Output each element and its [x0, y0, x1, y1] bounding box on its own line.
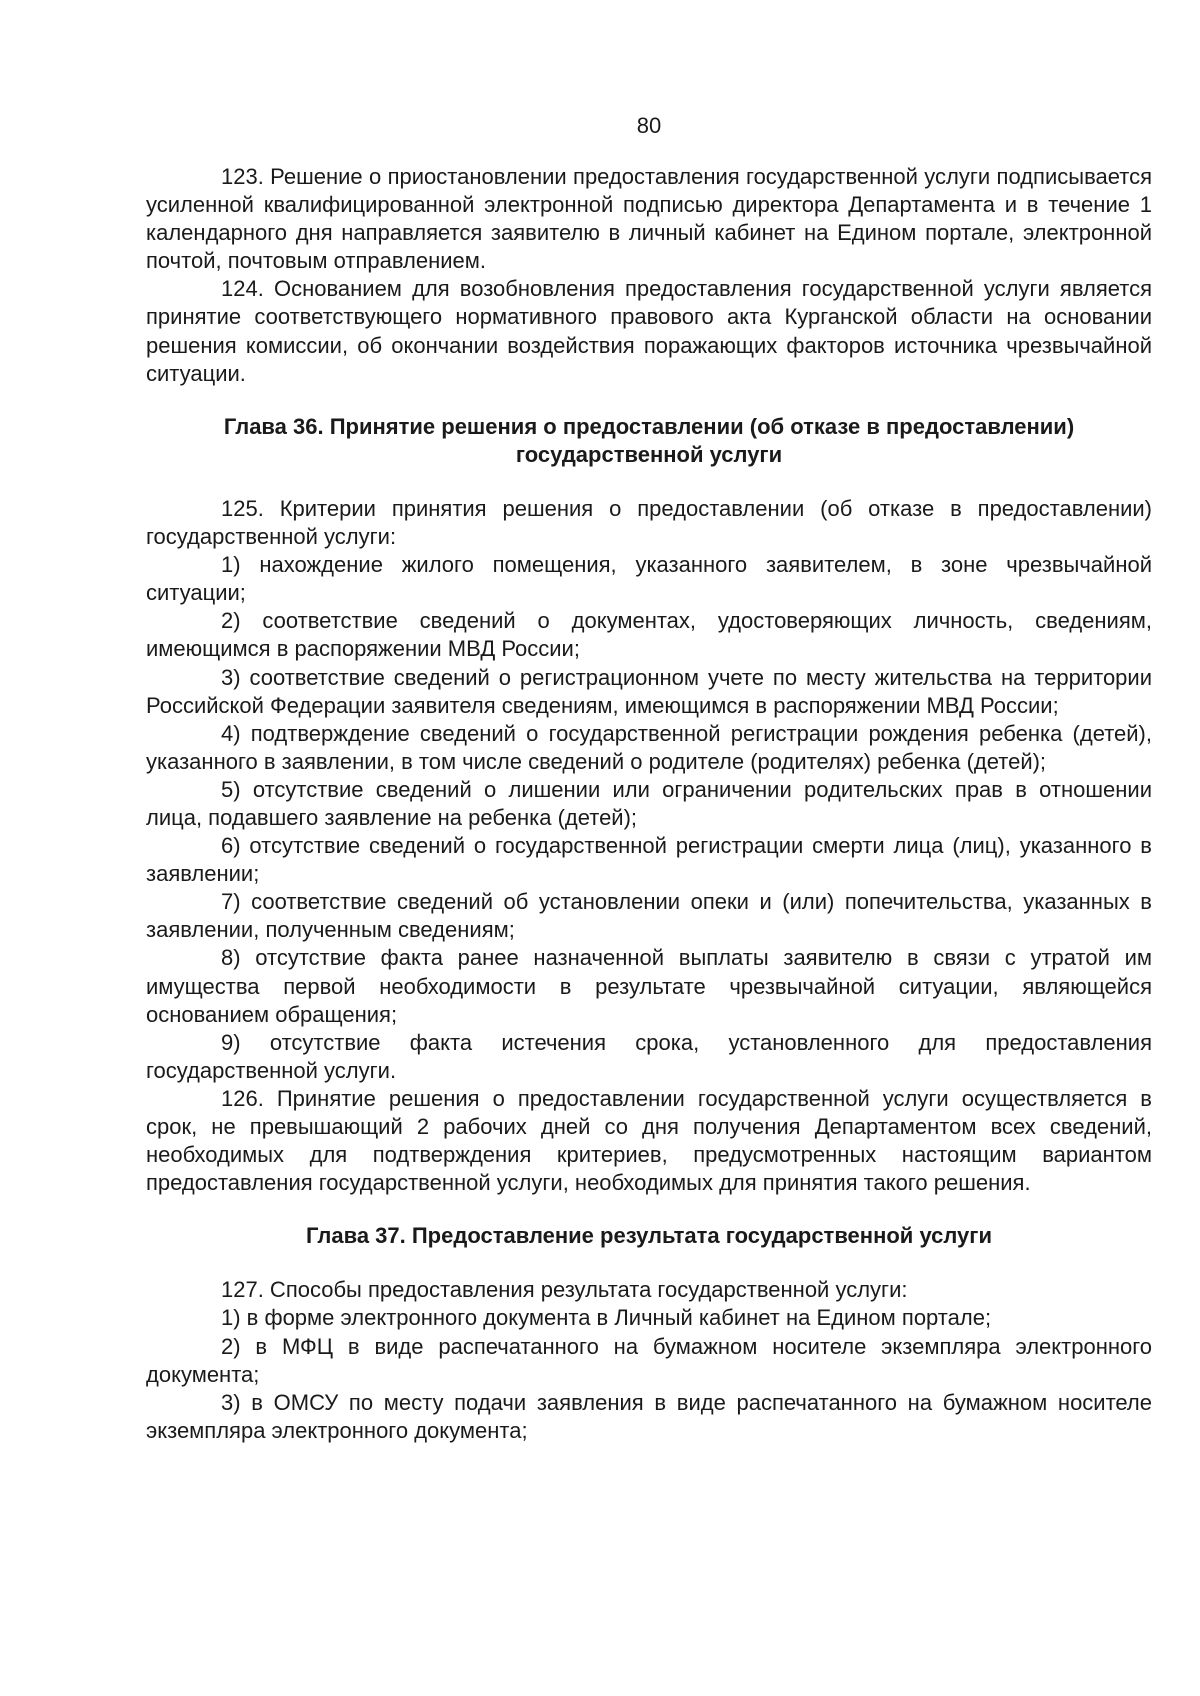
spacer: [146, 1197, 1152, 1222]
paragraph: 124. Основанием для возобновления предоставления государственной услуги является принятие соответствующего нормативного правового акта Курганской области на основании решения комиссии, об окончании воздействия поражающих факторов источника чрезвычайной ситуации.: [146, 276, 1152, 386]
paragraph: 1) нахождение жилого помещения, указанного заявителем, в зоне чрезвычайной ситуации;: [146, 552, 1152, 606]
chapter-heading: Глава 37. Предоставление результата государственной услуги: [306, 1223, 992, 1249]
paragraph: 7) соответствие сведений об установлении опеки и (или) попечительства, указанных в заявлении, полученным сведениям;: [146, 889, 1152, 943]
paragraph: 1) в форме электронного документа в Личный кабинет на Едином портале;: [221, 1305, 992, 1331]
paragraph: 5) отсутствие сведений о лишении или ограничении родительских прав в отношении лица, подавшего заявление на ребенка (детей);: [146, 776, 1152, 830]
page-number: 80: [636, 113, 662, 138]
paragraph: 8) отсутствие факта ранее назначенной выплаты заявителю в связи с утратой им имущества первой необходимости в результате чрезвычайной ситуации, являющейся основанием обращения;: [146, 945, 1152, 1027]
paragraph: 6) отсутствие сведений о государственной регистрации смерти лица (лиц), указанного в заявлении;: [146, 833, 1152, 887]
paragraph: 3) соответствие сведений о регистрационном учете по месту жительства на территории Российской Федерации заявителя сведениям, имеющимся в распоряжении МВД России;: [146, 664, 1152, 718]
paragraph: 2) в МФЦ в виде распечатанного на бумажном носителе экземпляра электронного документа;: [146, 1333, 1152, 1387]
paragraph: 123. Решение о приостановлении предоставления государственной услуги подписывается усиленной квалифицированной электронной подписью директора Департамента и в течение 1 календарного дня направляется заявителю в личный кабинет на Едином портале, электронной почтой, почтовым отправлением.: [146, 164, 1152, 274]
document-body: [146, 163, 1152, 1445]
paragraph: 9) отсутствие факта истечения срока, установленного для предоставления государственной услуги.: [146, 1029, 1152, 1083]
spacer: [146, 388, 1152, 413]
chapter-heading: Глава 36. Принятие решения о предоставлении (об отказе в предоставлении) государственной услуги: [223, 413, 1075, 467]
paragraph: 3) в ОМСУ по месту подачи заявления в виде распечатанного на бумажном носителе экземпляра электронного документа;: [146, 1389, 1152, 1443]
spacer: [146, 1250, 1152, 1276]
paragraph: 4) подтверждение сведений о государственной регистрации рождения ребенка (детей), указанного в заявлении, в том числе сведений о родителе (родителях) ребенка (детей);: [146, 720, 1152, 774]
paragraph: 126. Принятие решения о предоставлении государственной услуги осуществляется в срок, не превышающий 2 рабочих дней со дня получения Департаментом всех сведений, необходимых для подтверждения критериев, предусмотренных настоящим вариантом предоставления государственной услуги, необходимых для принятия такого решения.: [146, 1085, 1152, 1196]
paragraph: 125. Критерии принятия решения о предоставлении (об отказе в предоставлении) государственной услуги:: [146, 495, 1152, 550]
spacer: [146, 469, 1152, 495]
paragraph: 127. Способы предоставления результата государственной услуги:: [221, 1277, 908, 1303]
paragraph: 2) соответствие сведений о документах, удостоверяющих личность, сведениям, имеющимся в распоряжении МВД России;: [146, 608, 1152, 662]
